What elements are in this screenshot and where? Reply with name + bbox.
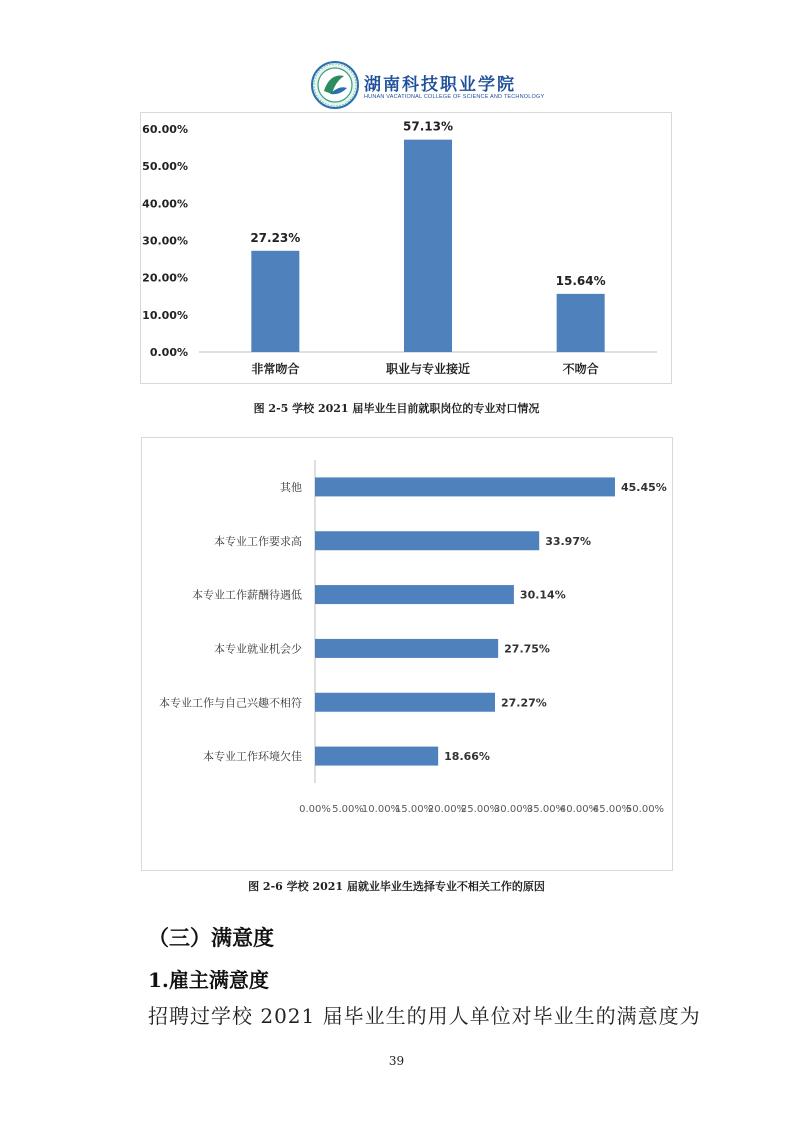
bar — [315, 639, 498, 658]
data-label: 27.23% — [250, 230, 301, 245]
page-number: 39 — [388, 1054, 405, 1068]
sub-heading: 1.雇主满意度 — [148, 968, 269, 992]
school-name-english: HUNAN VACATIONAL COLLEGE OF SCIENCE AND TECHNOLOGY — [364, 94, 545, 100]
data-label: 33.97% — [545, 534, 592, 548]
x-tick-label: 30.00% — [493, 804, 533, 815]
chart-frame-job-match — [140, 112, 672, 384]
page-header — [0, 60, 793, 120]
y-tick-label: 30.00% — [142, 234, 188, 248]
data-label: 27.75% — [504, 642, 550, 656]
y-tick-label: 10.00% — [142, 308, 188, 322]
x-tick-label: 10.00% — [361, 804, 401, 815]
x-tick-label: 20.00% — [427, 804, 467, 815]
y-tick-label: 0.00% — [149, 346, 188, 359]
category-label: 本专业工作薪酬待遇低 — [192, 588, 302, 602]
bar — [315, 747, 438, 766]
section-heading: （三）满意度 — [148, 925, 274, 950]
data-label: 15.64% — [555, 273, 606, 288]
data-label: 57.13% — [403, 119, 453, 134]
x-tick-label: 25.00% — [460, 804, 500, 815]
y-tick-label: 50.00% — [142, 160, 188, 174]
school-name: 湖南科技职业学院 — [364, 75, 516, 95]
data-label: 45.45% — [620, 480, 667, 494]
figure-caption-2-6: 图 2-6 学校 2021 届就业毕业生选择专业不相关工作的原因 — [248, 880, 545, 893]
category-label: 本专业工作要求高 — [214, 534, 302, 548]
y-tick-label: 20.00% — [142, 271, 188, 285]
job-match-bar-chart — [141, 113, 671, 383]
x-tick-label: 45.00% — [592, 804, 632, 815]
x-tick-label: 40.00% — [559, 804, 599, 815]
category-label: 其他 — [280, 480, 302, 494]
category-label: 本专业工作与自己兴趣不相符 — [159, 696, 302, 710]
category-label: 本专业工作环境欠佳 — [203, 750, 302, 764]
bar — [557, 294, 605, 352]
bar — [251, 251, 299, 352]
data-label: 30.14% — [519, 588, 566, 602]
chart-frame-unrelated-reasons — [141, 437, 673, 871]
x-tick-label: 50.00% — [625, 804, 665, 815]
bar — [315, 531, 539, 550]
y-tick-label: 60.00% — [142, 123, 188, 136]
x-tick-label: 15.00% — [394, 804, 434, 815]
x-tick-label: 0.00% — [299, 804, 331, 815]
category-label: 非常吻合 — [251, 362, 300, 376]
unrelated-work-reasons-bar-chart — [142, 438, 672, 870]
x-tick-label: 35.00% — [526, 804, 566, 815]
data-label: 18.66% — [444, 750, 490, 764]
data-label: 27.27% — [500, 696, 547, 710]
x-tick-label: 5.00% — [332, 804, 364, 815]
category-label: 本专业就业机会少 — [214, 642, 302, 656]
bar — [315, 585, 514, 604]
bar — [315, 693, 495, 712]
bar — [315, 477, 615, 496]
figure-caption-2-5: 图 2-5 学校 2021 届毕业生目前就职岗位的专业对口情况 — [253, 402, 540, 415]
category-label: 不吻合 — [562, 362, 599, 376]
body-paragraph: 招聘过学校 2021 届毕业生的用人单位对毕业生的满意度为 — [148, 1004, 701, 1028]
category-label: 职业与专业接近 — [385, 362, 471, 376]
bar — [404, 140, 452, 352]
school-emblem-icon — [310, 60, 360, 110]
y-tick-label: 40.00% — [142, 197, 188, 211]
